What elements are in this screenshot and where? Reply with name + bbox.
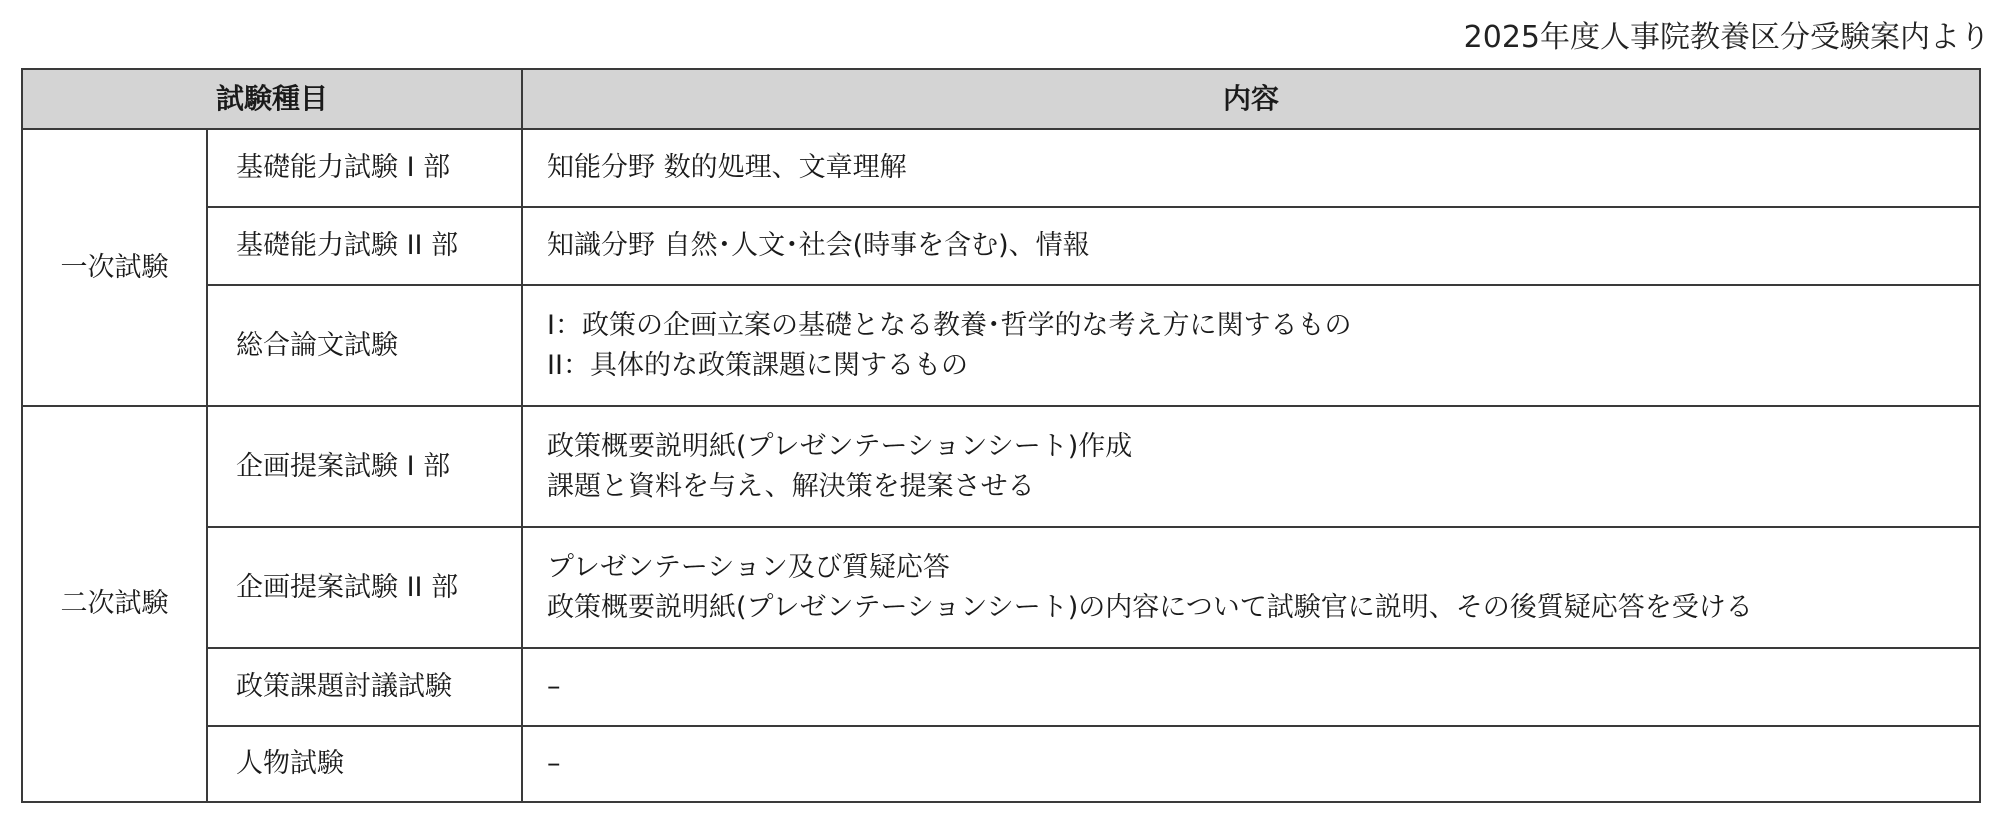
exam-content bbox=[522, 406, 1980, 527]
exam-item: 企画提案試験 I 部 bbox=[207, 406, 522, 527]
content-line: 政策概要説明紙(プレゼンテーションシート)作成 bbox=[547, 430, 1133, 462]
header-content: 内容 bbox=[522, 69, 1980, 129]
stage-first: 一次試験 bbox=[22, 129, 207, 406]
exam-item: 総合論文試験 bbox=[207, 285, 522, 406]
content-line: プレゼンテーション及び質疑応答 bbox=[547, 551, 950, 583]
table-row bbox=[22, 285, 1980, 406]
table-row bbox=[22, 726, 1980, 802]
exam-content bbox=[522, 726, 1980, 802]
content-line: – bbox=[547, 671, 561, 702]
table-row bbox=[22, 129, 1980, 207]
exam-content bbox=[522, 207, 1980, 285]
content-line: I：政策の企画立案の基礎となる教養･哲学的な考え方に関するもの bbox=[547, 309, 1352, 341]
exam-item: 基礎能力試験 I 部 bbox=[207, 129, 522, 207]
exam-item: 政策課題討議試験 bbox=[207, 648, 522, 726]
exam-item: 基礎能力試験 II 部 bbox=[207, 207, 522, 285]
exam-table bbox=[21, 68, 1981, 803]
exam-item: 企画提案試験 II 部 bbox=[207, 527, 522, 648]
table-row bbox=[22, 648, 1980, 726]
table-row bbox=[22, 406, 1980, 527]
content-line: II：具体的な政策課題に関するもの bbox=[547, 349, 968, 381]
content-line: 知識分野 自然･人文･社会(時事を含む)、情報 bbox=[547, 230, 1090, 261]
table-row bbox=[22, 527, 1980, 648]
exam-content bbox=[522, 129, 1980, 207]
table-row bbox=[22, 207, 1980, 285]
table-header-row bbox=[22, 69, 1980, 129]
content-line: 知能分野 数的処理、文章理解 bbox=[547, 152, 907, 183]
source-note: 2025年度人事院教養区分受験案内より bbox=[1463, 20, 1990, 55]
exam-content bbox=[522, 285, 1980, 406]
content-line: 課題と資料を与え、解決策を提案させる bbox=[547, 470, 1035, 502]
exam-item: 人物試験 bbox=[207, 726, 522, 802]
content-line: – bbox=[547, 748, 561, 779]
exam-content bbox=[522, 527, 1980, 648]
content-line: 政策概要説明紙(プレゼンテーションシート)の内容について試験官に説明、その後質疑応答を受ける bbox=[547, 591, 1753, 623]
exam-content bbox=[522, 648, 1980, 726]
header-exam-item: 試験種目 bbox=[22, 69, 522, 129]
stage-second: 二次試験 bbox=[22, 406, 207, 802]
